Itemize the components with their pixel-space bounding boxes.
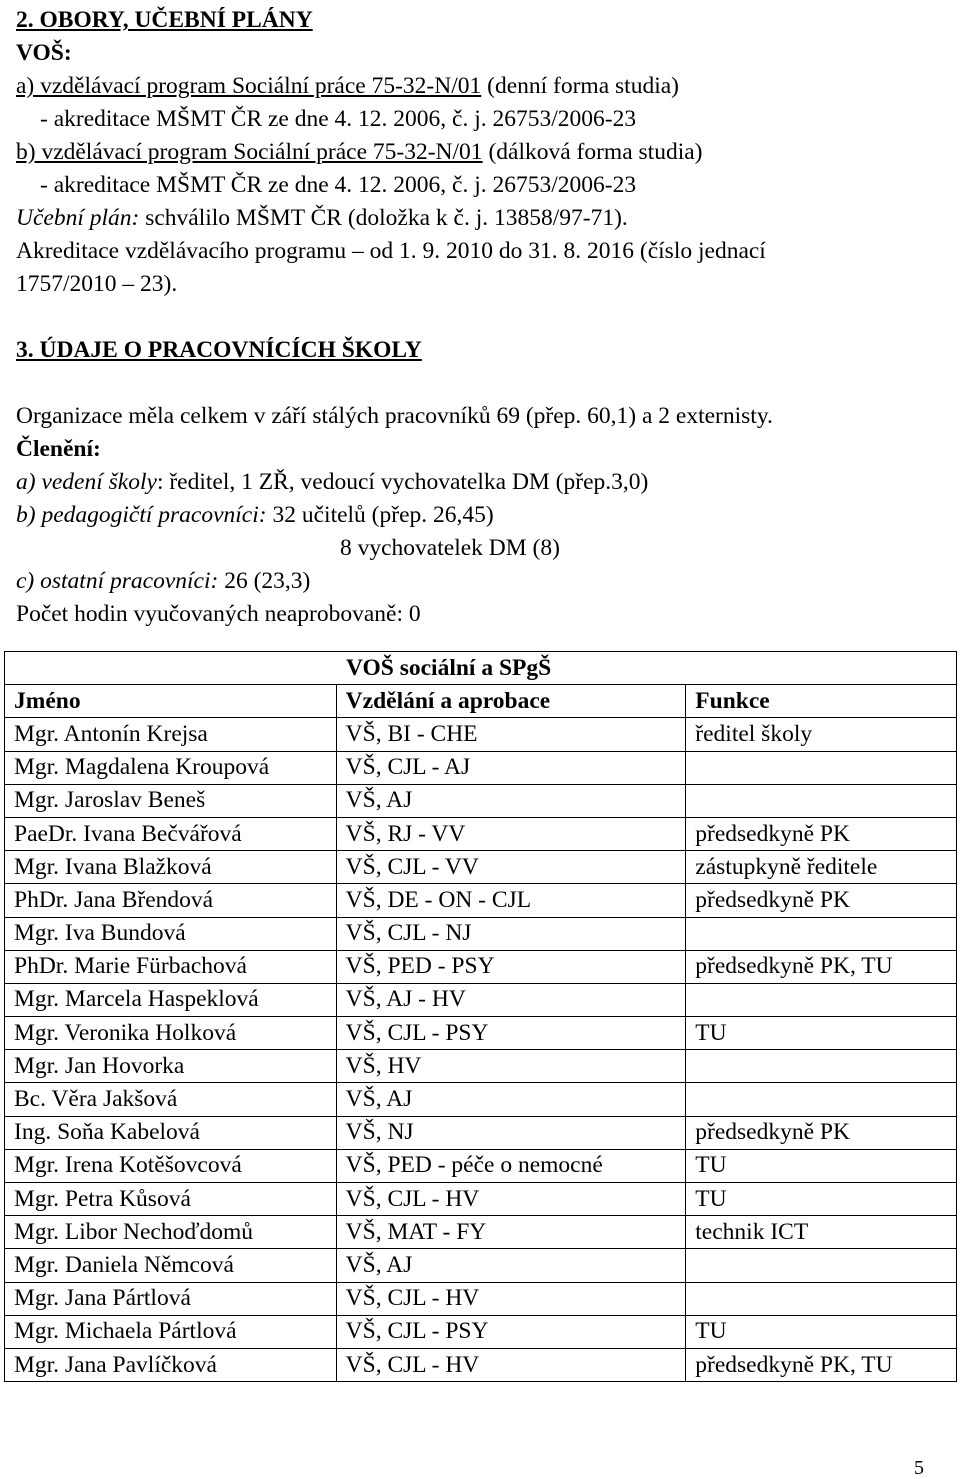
table-row bbox=[5, 1116, 957, 1149]
cell-function bbox=[686, 1249, 957, 1282]
cell-function bbox=[686, 784, 957, 817]
cell-education: VŠ, AJ - HV bbox=[336, 983, 686, 1016]
division-a-label: a) vedení školy bbox=[16, 469, 157, 495]
program-b-title: b) vzdělávací program Sociální práce 75-32-N/01 bbox=[16, 139, 483, 165]
cell-function: TU bbox=[686, 1315, 957, 1348]
cell-name: Mgr. Jaroslav Beneš bbox=[5, 784, 337, 817]
cell-education: VŠ, CJL - HV bbox=[336, 1282, 686, 1315]
header-name: Jméno bbox=[5, 685, 337, 718]
cell-function: zástupkyně ředitele bbox=[686, 851, 957, 884]
cell-function bbox=[686, 983, 957, 1016]
cell-function: předsedkyně PK, TU bbox=[686, 1348, 957, 1381]
study-plan-text: schválilo MŠMT ČR (doložka k č. j. 13858/97-71). bbox=[139, 205, 628, 231]
accreditation-line-2: 1757/2010 – 23). bbox=[16, 271, 178, 297]
cell-name: Mgr. Jana Pavlíčková bbox=[5, 1348, 337, 1381]
table-row bbox=[5, 784, 957, 817]
table-row bbox=[5, 1282, 957, 1315]
staff-table bbox=[4, 651, 957, 1382]
cell-name: Mgr. Irena Kotěšovcová bbox=[5, 1149, 337, 1182]
cell-function bbox=[686, 1050, 957, 1083]
program-b-accreditation: - akreditace MŠMT ČR ze dne 4. 12. 2006, č. j. 26753/2006-23 bbox=[40, 172, 637, 198]
table-header-row bbox=[5, 685, 957, 718]
program-a bbox=[16, 70, 946, 103]
cell-education: VŠ, CJL - NJ bbox=[336, 917, 686, 950]
cell-name: Bc. Věra Jakšová bbox=[5, 1083, 337, 1116]
cell-function: předsedkyně PK bbox=[686, 817, 957, 850]
cell-function: TU bbox=[686, 1149, 957, 1182]
cell-education: VŠ, NJ bbox=[336, 1116, 686, 1149]
division-b-extra: 8 vychovatelek DM (8) bbox=[340, 535, 560, 561]
section-2-heading: 2. OBORY, UČEBNÍ PLÁNY bbox=[16, 7, 313, 33]
cell-name: PaeDr. Ivana Bečvářová bbox=[5, 817, 337, 850]
table-row bbox=[5, 1050, 957, 1083]
cell-name: Mgr. Jan Hovorka bbox=[5, 1050, 337, 1083]
division-a bbox=[16, 466, 946, 499]
cell-name: PhDr. Marie Fürbachová bbox=[5, 950, 337, 983]
table-row bbox=[5, 983, 957, 1016]
table-row bbox=[5, 1216, 957, 1249]
unqualified-hours: Počet hodin vyučovaných neaprobovaně: 0 bbox=[16, 601, 421, 627]
cell-function: předsedkyně PK bbox=[686, 1116, 957, 1149]
table-row bbox=[5, 751, 957, 784]
cell-name: Mgr. Magdalena Kroupová bbox=[5, 751, 337, 784]
cell-name: Mgr. Veronika Holková bbox=[5, 1017, 337, 1050]
cell-education: VŠ, AJ bbox=[336, 1083, 686, 1116]
division-a-text: : ředitel, 1 ZŘ, vedoucí vychovatelka DM (přep.3,0) bbox=[156, 469, 649, 495]
program-a-accreditation: - akreditace MŠMT ČR ze dne 4. 12. 2006, č. j. 26753/2006-23 bbox=[40, 106, 637, 132]
division-c-text: 26 (23,3) bbox=[218, 568, 311, 594]
table-title: VOŠ sociální a SPgŠ bbox=[5, 652, 957, 685]
study-plan-label: Učební plán: bbox=[16, 205, 140, 231]
cell-function: TU bbox=[686, 1183, 957, 1216]
cell-name: Ing. Soňa Kabelová bbox=[5, 1116, 337, 1149]
program-a-title: a) vzdělávací program Sociální práce 75-32-N/01 bbox=[16, 73, 482, 99]
cell-function: předsedkyně PK, TU bbox=[686, 950, 957, 983]
cell-name: Mgr. Jana Pártlová bbox=[5, 1282, 337, 1315]
cell-function: technik ICT bbox=[686, 1216, 957, 1249]
table-row bbox=[5, 950, 957, 983]
division-c bbox=[16, 565, 946, 598]
cell-function bbox=[686, 917, 957, 950]
cell-education: VŠ, PED - PSY bbox=[336, 950, 686, 983]
cell-function: TU bbox=[686, 1017, 957, 1050]
cell-education: VŠ, AJ bbox=[336, 1249, 686, 1282]
cell-name: Mgr. Marcela Haspeklová bbox=[5, 983, 337, 1016]
division-label: Členění: bbox=[16, 436, 101, 462]
table-row bbox=[5, 817, 957, 850]
cell-function: ředitel školy bbox=[686, 718, 957, 751]
cell-function bbox=[686, 1083, 957, 1116]
study-plan bbox=[16, 202, 946, 235]
cell-name: Mgr. Daniela Němcová bbox=[5, 1249, 337, 1282]
cell-education: VŠ, CJL - HV bbox=[336, 1348, 686, 1381]
cell-name: PhDr. Jana Břendová bbox=[5, 884, 337, 917]
cell-education: VŠ, CJL - HV bbox=[336, 1183, 686, 1216]
cell-education: VŠ, PED - péče o nemocné bbox=[336, 1149, 686, 1182]
table-row bbox=[5, 851, 957, 884]
cell-education: VŠ, CJL - VV bbox=[336, 851, 686, 884]
table-row bbox=[5, 1017, 957, 1050]
division-b-label: b) pedagogičtí pracovníci: bbox=[16, 502, 267, 528]
cell-function bbox=[686, 751, 957, 784]
table-row bbox=[5, 1083, 957, 1116]
cell-name: Mgr. Iva Bundová bbox=[5, 917, 337, 950]
table-row bbox=[5, 917, 957, 950]
document-page bbox=[16, 4, 946, 631]
section-3-heading: 3. ÚDAJE O PRACOVNÍCÍCH ŠKOLY bbox=[16, 337, 422, 363]
cell-function bbox=[686, 1282, 957, 1315]
table-row bbox=[5, 1183, 957, 1216]
vos-label: VOŠ: bbox=[16, 40, 72, 66]
program-b-form: (dálková forma studia) bbox=[482, 139, 703, 165]
table-row bbox=[5, 1348, 957, 1381]
table-row bbox=[5, 1315, 957, 1348]
cell-education: VŠ, AJ bbox=[336, 784, 686, 817]
table-row bbox=[5, 884, 957, 917]
cell-education: VŠ, MAT - FY bbox=[336, 1216, 686, 1249]
accreditation-line-1: Akreditace vzdělávacího programu – od 1. 9. 2010 do 31. 8. 2016 (číslo jednací bbox=[16, 238, 766, 264]
division-b bbox=[16, 499, 946, 532]
cell-education: VŠ, BI - CHE bbox=[336, 718, 686, 751]
header-function: Funkce bbox=[686, 685, 957, 718]
header-education: Vzdělání a aprobace bbox=[336, 685, 686, 718]
cell-name: Mgr. Antonín Krejsa bbox=[5, 718, 337, 751]
cell-education: VŠ, CJL - PSY bbox=[336, 1315, 686, 1348]
cell-function: předsedkyně PK bbox=[686, 884, 957, 917]
page-number: 5 bbox=[914, 1457, 924, 1479]
cell-name: Mgr. Michaela Pártlová bbox=[5, 1315, 337, 1348]
table-title-row bbox=[5, 652, 957, 685]
cell-name: Mgr. Libor Nechoďdomů bbox=[5, 1216, 337, 1249]
cell-name: Mgr. Petra Kůsová bbox=[5, 1183, 337, 1216]
table-row bbox=[5, 1149, 957, 1182]
cell-name: Mgr. Ivana Blažková bbox=[5, 851, 337, 884]
cell-education: VŠ, HV bbox=[336, 1050, 686, 1083]
program-a-form: (denní forma studia) bbox=[481, 73, 679, 99]
table-row bbox=[5, 1249, 957, 1282]
cell-education: VŠ, RJ - VV bbox=[336, 817, 686, 850]
cell-education: VŠ, CJL - AJ bbox=[336, 751, 686, 784]
program-b bbox=[16, 136, 946, 169]
cell-education: VŠ, DE - ON - CJL bbox=[336, 884, 686, 917]
division-c-label: c) ostatní pracovníci: bbox=[16, 568, 219, 594]
division-b-text: 32 učitelů (přep. 26,45) bbox=[266, 502, 494, 528]
staff-intro: Organizace měla celkem v září stálých pracovníků 69 (přep. 60,1) a 2 externisty. bbox=[16, 403, 773, 429]
cell-education: VŠ, CJL - PSY bbox=[336, 1017, 686, 1050]
table-row bbox=[5, 718, 957, 751]
